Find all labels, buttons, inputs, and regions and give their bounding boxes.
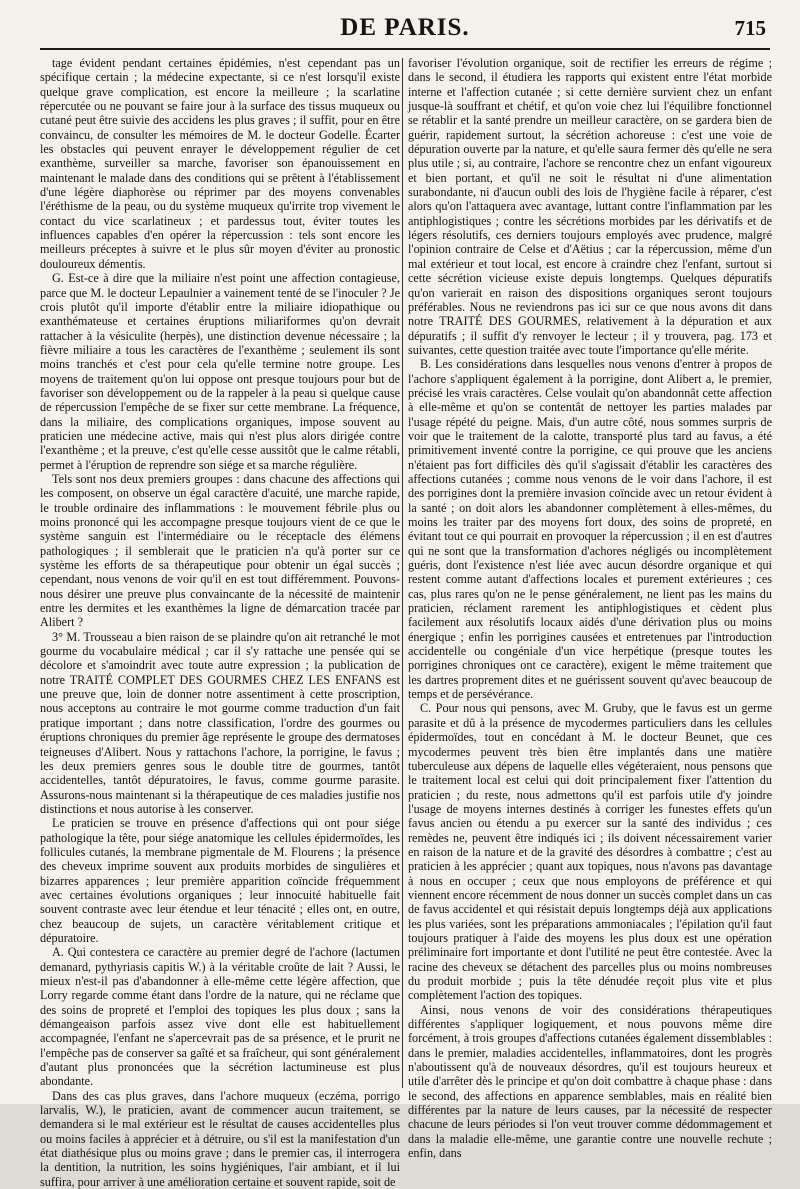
paragraph: C. Pour nous qui pensons, avec M. Gruby, que le favus est un germe parasite et dû à la présence de mycodermes particuliers dans les cellules épidermoïdes, tout en concédant à M. le docteur Beunet, que ces mycodermes peuvent très bien être implantés dans une matière tuberculeuse aux dépens de laquelle elles végéteraient, nous pensons que le traitement local est celui qui doit principalement fixer l'attention du praticien ; du reste, nous admettons qu'il est parfois utile d'y joindre l'usage de moyens internes destinés à corriger les funestes effets qu'un favus ancien ou étendu a pu exercer sur la santé des individus ; ces remèdes ne, peuvent être indiqués ici ; ils doivent nécessairement varier en raison de la nature et de la gravité des désordres à combattre ; c'est au praticien à les apprécier ; quant aux topiques, nous n'avons pas davantage à nous en occuper ; ceux que nous employons de préférence et qui viennent encore récemment de nous donner un succès complet dans un cas de favus accidentel et qui résistait depuis longtemps déjà aux applications les plus variées, sont les préparations ammoniacales ; l'épilation qu'il faut toujours pratiquer à l'aide des moyens les plus doux est une opération préliminaire fort importante et dont l'utilité ne peut être contestée. Avec la racine des cheveux se détachent des parcelles plus ou moins nombreuses du produit morbide ; puis la tête dénudée reçoit plus vite et plus complètement l'action des topiques. — [408, 701, 772, 1003]
paragraph: favoriser l'évolution organique, soit de rectifier les erreurs de régime ; dans le second, il étudiera les rapports qui existent entre l'état morbide interne et l'affection cutanée ; si cette dernière survient chez un enfant jusque-là souffrant et chétif, et qu'on voie chez lui l'équilibre fonctionnel se rétablir et la santé prendre un meilleur caractère, on se gardera bien de guérir, rapidement surtout, la sécrétion achoreuse : c'est une voie de dépuration ouverte par la nature, et qu'elle saura fermer dès qu'elle ne sera plus utile ; si, au contraire, l'achore se rencontre chez un enfant vigoureux et bien portant, et qu'il ne soit le résultat ni d'une alimentation surabondante, ni d'aucun oubli des lois de l'hygiène facile à réparer, c'est alors qu'on l'attaquera avec avantage, luttant contre l'inflammation par les antiphlogistiques ; contre les sécrétions morbides par les dérivatifs et de légers résolutifs, ces derniers toujours employés avec prudence, malgré l'opinion contraire de Celse et d'Aëtius ; car la répercussion, même d'un mal extérieur et tout local, est encore à craindre chez l'enfant, surtout si cette sécrétion vicieuse existe depuis longtemps. Quelques dépuratifs qu'on varierait en raison des dispositions organiques seront toujours préférables. Nous ne reviendrons pas ici sur ce que nous avons dit dans notre TRAITÉ DES GOURMES, relativement à la dépuration et aux dépuratifs ; il suffit d'y renvoyer le lecteur ; il y trouvera, pag. 173 et suivantes, cette question traitée avec toute l'importance qu'elle mérite. — [408, 56, 772, 357]
paragraph: Le praticien se trouve en présence d'affections qui ont pour siége pathologique la tête, pour siége anatomique les cellules épidermoïdes, les follicules cutanés, la membrane pigmentale de M. Flourens ; la présence des cheveux imprime souvent aux produits morbides de singulières et bizarres apparences ; leur première apparition coïncide fréquemment avec certaines évolutions organiques ; leur innocuité habituelle fait souvent contraste avec leur étendue et leur ténacité ; elles ont, en outre, chez beaucoup de sujets, un caractère véritablement critique et dépuratoire. — [40, 816, 400, 945]
left-column — [40, 56, 400, 1189]
running-title: DE PARIS. — [340, 14, 470, 41]
column-rule — [402, 58, 403, 1088]
page-header — [40, 14, 770, 50]
paragraph: Dans des cas plus graves, dans l'achore muqueux (eczéma, porrigo larvalis, W.), le praticien, avant de commencer aucun traitement, se demandera si le mal extérieur est le résultat de causes accidentelles plus ou moins faciles à apprécier et à détruire, ou s'il est la manifestation d'un état diathésique plus ou moins grave ; dans le premier cas, il interrogera la dentition, la nutrition, les soins hygiéniques, l'air ambiant, et il lui suffira, pour arriver à une amélioration certaine et souvent rapide, soit de — [40, 1088, 400, 1189]
paragraph: tage évident pendant certaines épidémies, n'est cependant pas un spécifique certain ; la médecine expectante, si ce n'est lorsqu'il existe quelque grave complication, est encore la meilleure ; la scarlatine répercutée ou ne pouvant se faire jour à la surface des tissus muqueux ou cutané peut être suivie des accidens les plus graves ; il suffit, pour en être convaincu, de consulter les mémoires de M. le docteur Godelle. Écarter les obstacles qui peuvent enrayer le développement régulier de cet exanthème, surveiller sa marche, favoriser son épanouissement en maintenant le malade dans des conditions qui se prêtent à l'établissement d'une légère diaphorèse ou réprimer par des moyens convenables l'éréthisme de la peau, ou du système muqueux qu'irrite trop vivement le contact du vice scarlatineux ; et pardessus tout, éviter toutes les influences capables d'en opérer la répercussion : tels sont encore les meilleurs préceptes à suivre et le plus sûr moyen d'éviter au pronostic douloureux démentis. — [40, 56, 400, 271]
paragraph: 3° M. Trousseau a bien raison de se plaindre qu'on ait retranché le mot gourme du vocabulaire médical ; car il s'y rattache une pensée qui se décolore et s'amoindrit avec toute autre expression ; la publication de notre TRAITÉ COMPLET DES GOURMES CHEZ LES ENFANS est une preuve que, loin de donner notre assentiment à cette proscription, nous acceptons au contraire le mot gourme comme traduction d'un fait pratique important ; dans notre classification, l'ordre des gourmes ou éruptions chroniques du premier âge représente le groupe des dermatoses teigneuses d'Alibert. Nous y rattachons l'achore, la porrigine, le favus ; les deux premiers genres sous le double titre de gourmes, tantôt accidentelles, tantôt dépuratoires, le favus, comme gourme parasite. Assurons-nous maintenant si la thérapeutique de ces maladies justifie nos distinctions et nous autorise à les conserver. — [40, 629, 400, 816]
page-number: 715 — [734, 16, 766, 40]
paragraph: Tels sont nos deux premiers groupes : dans chacune des affections qui les composent, on observe un égal caractère d'acuité, une marche rapide, le trouble ordinaire des inflammations : le mouvement fébrile plus ou moins prononcé qui les accompagne presque toujours vient de ce que le système sanguin est l'intermédiaire ou le réceptacle des élémens pathologiques ; il semblerait que le praticien n'a qu'à porter sur ce système les efforts de sa thérapeutique pour obtenir un égal succès ; cependant, nous venons de voir qu'il en est tout différemment. Pouvons-nous désirer une preuve plus convaincante de la nécessité de maintenir entre les dermites et les exanthèmes la ligne de démarcation tracée par Alibert ? — [40, 471, 400, 630]
paragraph: G. Est-ce à dire que la miliaire n'est point une affection contagieuse, parce que M. le docteur Lepaulnier a vainement tenté de se l'inoculer ? Je crois plutôt qu'il importe d'établir entre la miliaire idiopathique ou exanthémateuse et certaines éruptions miliariformes qu'on devrait rattacher à la vésiculite (herpès), une distinction devenue nécessaire ; la fièvre miliaire a tous les caractères de l'exanthème ; seulement ils sont moins tranchés et c'est pour cela qu'elle termine notre groupe. Les moyens de traitement qu'on lui oppose ont presque toujours pour but de favoriser son développement ou de la rappeler à la peau si quelque cause de répercussion l'empêche de se fixer sur cette membrane. La fréquence, dans la miliaire, des complications organiques, impose souvent au praticien une médecine active, mais qui n'est plus alors dirigée contre l'exanthème ; et la preuve, c'est qu'elle cesse aussitôt que le calme rétabli, permet à l'éruption de reprendre son siége et sa marche régulière. — [40, 271, 400, 472]
right-column — [408, 56, 772, 1161]
paragraph: B. Les considérations dans lesquelles nous venons d'entrer à propos de l'achore s'appliquent également à la porrigine, dont Alibert a, le premier, précisé les vrais caractères. Celse voulait qu'on abandonnât cette affection à elle-même et qu'on se contentât de nettoyer les parties malades par l'usage répété du peigne. Mais, d'un autre côté, nous sommes surpris de voir que le traitement de la calotte, transporté plus tard au favus, a été primitivement inventé contre la porrigine, ce qui prouve que les anciens n'étaient pas fort difficiles dès qu'il s'agissait d'établir les caractères des affections cutanées ; comme nous venons de le voir dans l'achore, il est des porrigines dont la première invasion coïncide avec un retour évident à la santé ; on doit alors les abandonner complètement à elles-mêmes, du moins les traiter par des moyens fort doux, des soins de propreté, en évitant tout ce qui pourrait en provoquer la répercussion ; il en est d'autres qui ne sont que la transformation d'achores négligés ou incomplètement guéris, dont l'existence n'est liée avec aucun désordre organique et qui restent comme autant d'affections locales et purement extérieures ; ces cas, plus rares qu'on ne le pense généralement, ne lient pas les mains du praticien, réclament rarement les antiphlogistiques et cèdent plus facilement aux résolutifs locaux aidés d'une dérivation plus ou moins énergique ; enfin les porrigines causées et entretenues par l'introduction accidentelle ou congéniale d'un vice herpétique (presque toutes les porrigines chroniques ont ce caractère), exigent le même traitement que les dartres proprement dites et ne guérissent souvent qu'avec beaucoup de temps et de persévérance. — [408, 357, 772, 702]
paragraph: Ainsi, nous venons de voir des considérations thérapeutiques différentes s'appliquer logiquement, et nous pouvons même dire forcément, à trois groupes d'affections cutanées également dissemblables : dans le premier, maladies accidentelles, inflammatoires, dont les progrès n'aboutissent qu'à de nouveaux désordres, qu'il est toujours heureux et utile d'arrêter dès le principe et qu'on doit combattre à chaque phase : dans le second, des affections en apparence semblables, mais en réalité bien différentes par la nature de leurs causes, par la nécessité de respecter chacune de leurs périodes si l'on veut trouver comme dédommagement et dans la maladie elle-même, une garantie contre une nouvelle rechute ; enfin, dans — [408, 1002, 772, 1161]
paragraph: A. Qui contestera ce caractère au premier degré de l'achore (lactumen demanard, pythyriasis capitis W.) à la véritable croûte de lait ? Aussi, le mieux n'est-il pas d'abandonner à elle-même cette légère affection, que Lorry regarde comme étant dans l'ordre de la nature, qui ne réclame que des soins de propreté et l'emploi des topiques les plus doux ; sans la démangeaison parfois assez vive dont elle est habituellement accompagnée, l'enfant ne s'apercevrait pas de sa présence, et le prurit ne l'empêche pas de conserver sa gaîté et sa fraîcheur, qui sont généralement d'autant plus prononcées que la sécrétion lactumineuse est plus abondante. — [40, 945, 400, 1089]
